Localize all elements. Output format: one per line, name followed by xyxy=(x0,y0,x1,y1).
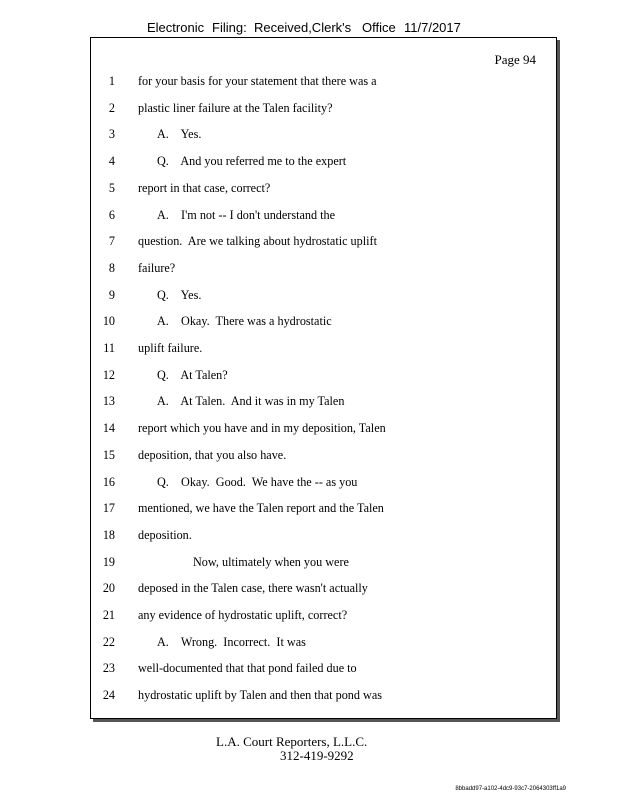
transcript-line xyxy=(91,528,556,544)
transcript-line xyxy=(91,74,556,90)
transcript-line xyxy=(91,208,556,224)
transcript-line xyxy=(91,234,556,250)
line-text: Q. And you referred me to the expert xyxy=(157,154,347,169)
transcript-line xyxy=(91,154,556,170)
line-number: 3 xyxy=(108,127,115,142)
line-text: report which you have and in my deposition, Talen xyxy=(138,421,386,436)
line-text: Q. Yes. xyxy=(157,287,202,302)
line-text: well-documented that that pond failed due to xyxy=(138,661,357,676)
line-text: Now, ultimately when you were xyxy=(193,554,349,569)
transcript-line xyxy=(91,181,556,197)
filing-stamp-electronic: Electronic xyxy=(147,20,205,35)
line-number: 4 xyxy=(108,154,115,169)
line-text: uplift failure. xyxy=(138,341,203,355)
line-text: Q. Okay. Good. We have the -- as you xyxy=(157,474,358,489)
transcript-line xyxy=(91,501,556,517)
line-text: failure? xyxy=(138,260,176,275)
line-text: plastic liner failure at the Talen facility? xyxy=(138,100,333,115)
line-text: deposition. xyxy=(138,527,192,542)
transcript-line xyxy=(91,608,556,624)
line-number: 24 xyxy=(102,688,115,703)
transcript-line xyxy=(91,661,556,677)
line-number: 16 xyxy=(102,474,115,489)
page-number: Page 94 xyxy=(494,52,536,67)
transcript-line xyxy=(91,635,556,651)
line-number: 10 xyxy=(102,314,115,329)
line-number: 13 xyxy=(102,394,115,409)
line-text: A. Okay. There was a hydrostatic xyxy=(157,314,332,329)
footer-company: L.A. Court Reporters, L.L.C. xyxy=(216,734,368,749)
filing-stamp-office: Office xyxy=(362,20,396,35)
line-text: any evidence of hydrostatic uplift, correct? xyxy=(138,608,348,622)
transcript-line xyxy=(91,555,556,571)
line-number: 17 xyxy=(102,501,115,516)
line-number: 9 xyxy=(108,287,115,302)
line-text: A. Yes. xyxy=(157,127,202,142)
line-text: Q. At Talen? xyxy=(157,367,228,382)
line-number: 1 xyxy=(108,74,115,88)
transcript-line xyxy=(91,261,556,277)
line-number: 2 xyxy=(108,100,115,115)
filing-stamp-received: Received,Clerk's xyxy=(254,20,352,35)
footer-phone: 312-419-9292 xyxy=(280,748,354,763)
document-hash: 8bbadd97-a102-4dc9-93c7-2064303ff1a9 xyxy=(455,786,566,792)
filing-stamp-filing: Filing: xyxy=(212,20,247,35)
line-number: 6 xyxy=(108,207,115,222)
line-number: 19 xyxy=(102,554,115,569)
filing-stamp-date: 11/7/2017 xyxy=(404,20,461,35)
transcript-line xyxy=(91,448,556,464)
line-text: for your basis for your statement that there was a xyxy=(138,74,377,88)
line-number: 11 xyxy=(103,341,115,355)
line-text: question. Are we talking about hydrostatic uplift xyxy=(138,234,377,249)
line-number: 22 xyxy=(102,634,115,649)
transcript-line xyxy=(91,688,556,704)
line-text: mentioned, we have the Talen report and the Talen xyxy=(138,501,384,516)
line-text: A. Wrong. Incorrect. It was xyxy=(157,634,306,649)
line-number: 8 xyxy=(108,260,115,275)
line-number: 23 xyxy=(102,661,115,676)
line-number: 14 xyxy=(102,421,115,436)
line-number: 18 xyxy=(102,527,115,542)
line-text: A. At Talen. And it was in my Talen xyxy=(157,394,345,409)
line-number: 12 xyxy=(102,367,115,382)
transcript-line xyxy=(91,127,556,143)
filing-stamp-header xyxy=(0,20,618,36)
transcript-line xyxy=(91,581,556,597)
transcript-line xyxy=(91,475,556,491)
transcript-line xyxy=(91,394,556,410)
transcript-line xyxy=(91,288,556,304)
transcript-line xyxy=(91,421,556,437)
transcript-page xyxy=(90,37,557,719)
transcript-line xyxy=(91,368,556,384)
line-text: deposition, that you also have. xyxy=(138,447,287,462)
line-text: A. I'm not -- I don't understand the xyxy=(157,207,336,222)
transcript-line xyxy=(91,314,556,330)
line-text: deposed in the Talen case, there wasn't actually xyxy=(138,581,368,596)
line-number: 20 xyxy=(102,581,115,596)
transcript-line xyxy=(91,101,556,117)
line-text: hydrostatic uplift by Talen and then that pond was xyxy=(138,688,382,703)
line-text: report in that case, correct? xyxy=(138,180,271,195)
transcript-line xyxy=(91,341,556,357)
line-number: 15 xyxy=(102,447,115,462)
line-number: 7 xyxy=(108,234,115,249)
line-number: 5 xyxy=(108,180,115,195)
line-number: 21 xyxy=(102,608,115,622)
